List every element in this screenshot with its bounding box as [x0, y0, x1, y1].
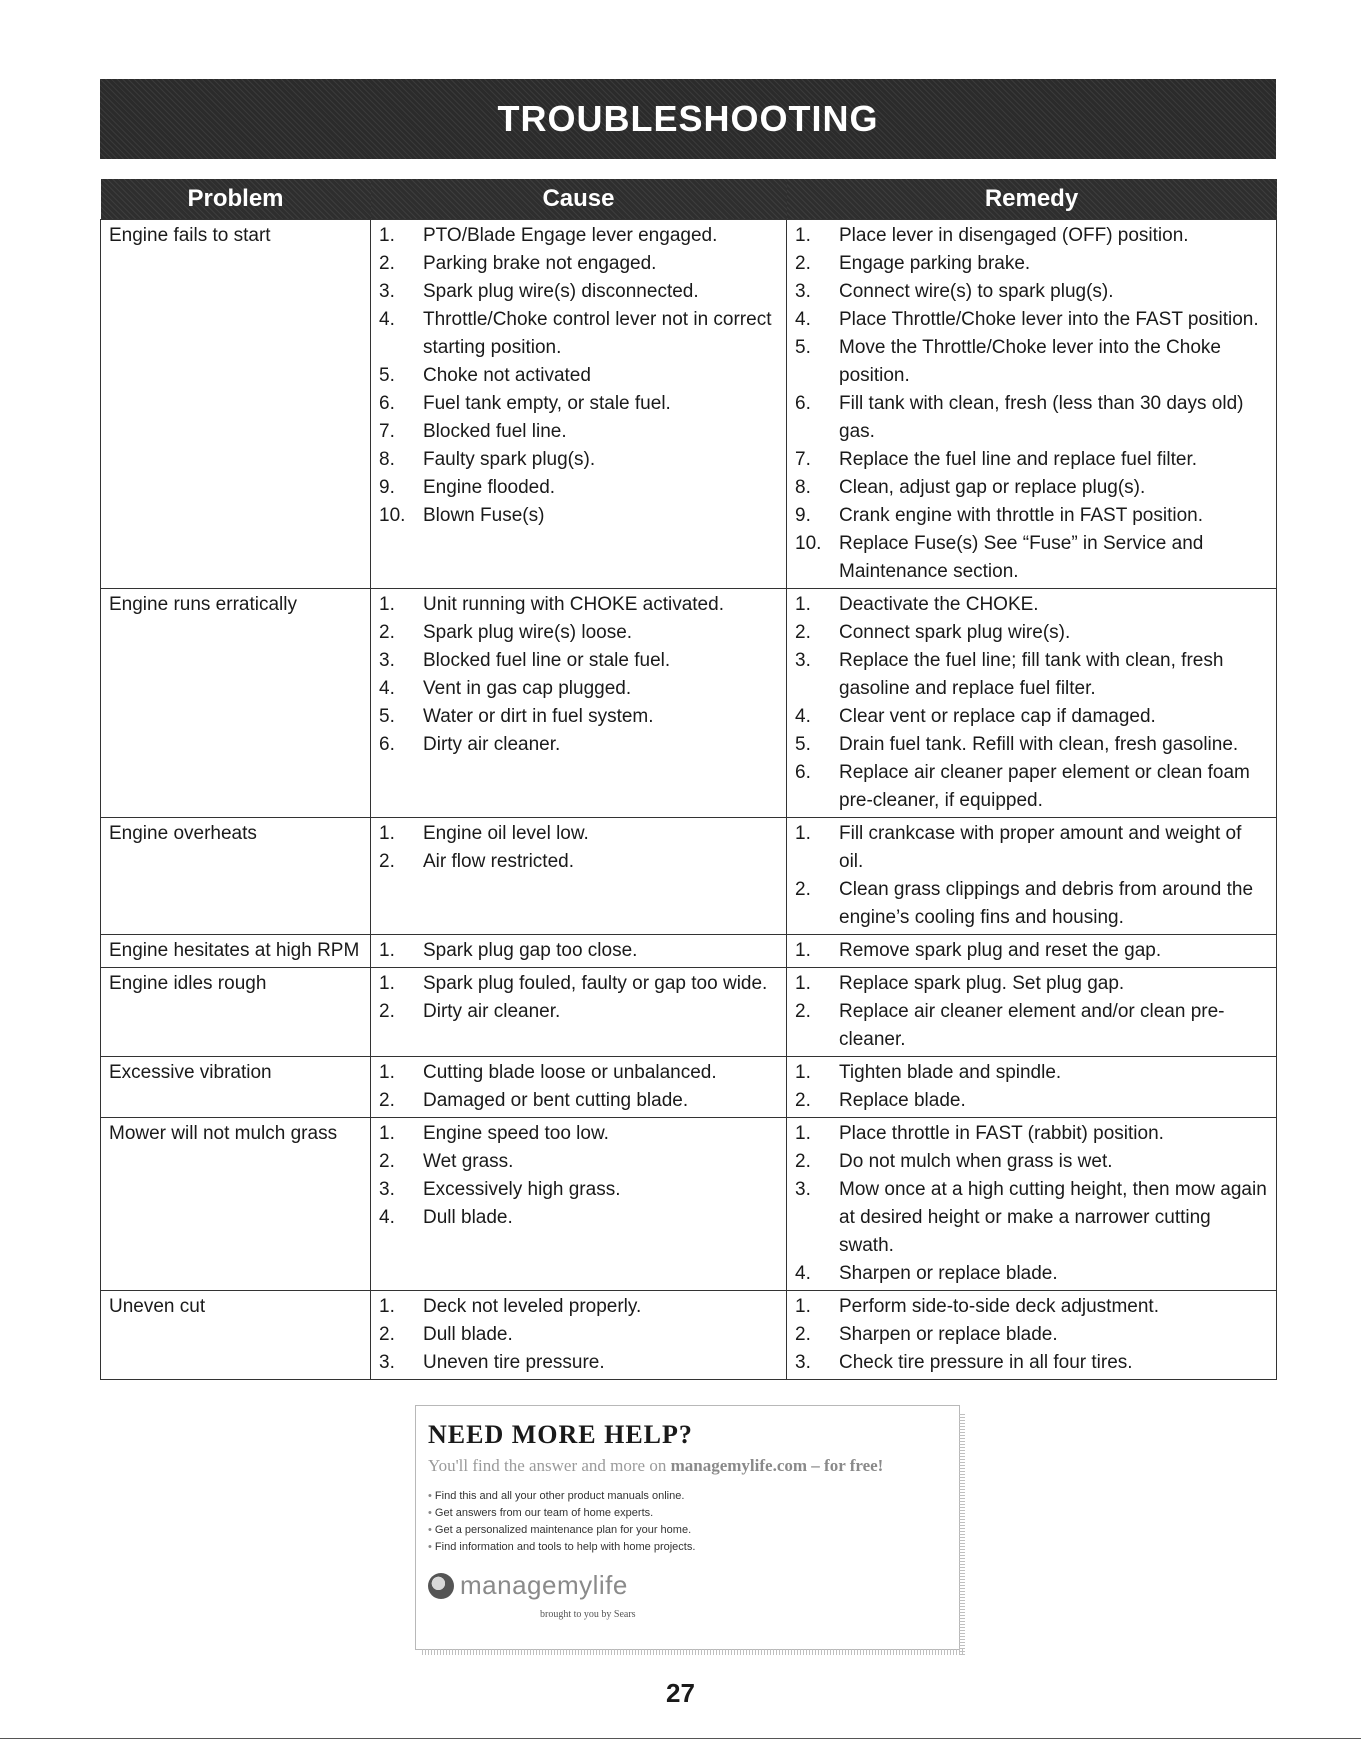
item-text: Spark plug wire(s) loose. [423, 622, 633, 643]
need-more-help-box [415, 1405, 960, 1650]
item-number: 10. [795, 533, 822, 554]
table-row [101, 818, 1277, 935]
remedy-cell [787, 968, 1277, 1057]
item-number: 1. [379, 973, 395, 994]
title-banner [100, 79, 1276, 159]
item-number: 5. [795, 734, 811, 755]
item-number: 5. [379, 706, 395, 727]
item-text: Choke not activated [423, 365, 591, 386]
item-text: Place throttle in FAST (rabbit) position. [839, 1123, 1164, 1144]
remedy-list [795, 970, 1268, 1054]
remedy-item [795, 591, 1268, 619]
item-number: 2. [379, 1324, 395, 1345]
item-text: Throttle/Choke control lever not in correct starting position. [423, 309, 772, 358]
remedy-item [795, 970, 1268, 998]
cause-item [379, 970, 778, 998]
remedy-cell [787, 818, 1277, 935]
troubleshooting-table-container [100, 179, 1276, 1380]
item-text: Place Throttle/Choke lever into the FAST position. [839, 309, 1259, 330]
item-text: Engine oil level low. [423, 823, 589, 844]
item-number: 9. [379, 477, 395, 498]
item-number: 2. [379, 1090, 395, 1111]
item-number: 2. [795, 622, 811, 643]
item-number: 1. [795, 225, 811, 246]
problem-cell: Mower will not mulch grass [101, 1118, 371, 1291]
item-number: 2. [795, 1324, 811, 1345]
cause-item [379, 703, 778, 731]
cause-item [379, 1059, 778, 1087]
cause-list [379, 1120, 778, 1232]
cause-item [379, 278, 778, 306]
item-number: 2. [795, 1151, 811, 1172]
item-number: 1. [795, 940, 811, 961]
item-text: Engine speed too low. [423, 1123, 609, 1144]
item-number: 3. [795, 650, 811, 671]
cause-cell [371, 1118, 787, 1291]
remedy-cell [787, 589, 1277, 818]
cause-item [379, 1148, 778, 1176]
item-number: 2. [379, 1001, 395, 1022]
item-text: Fill crankcase with proper amount and weight of oil. [839, 823, 1242, 872]
item-number: 2. [795, 253, 811, 274]
remedy-list [795, 222, 1268, 586]
item-text: Check tire pressure in all four tires. [839, 1352, 1133, 1373]
remedy-item [795, 390, 1268, 446]
cause-item [379, 647, 778, 675]
item-text: Spark plug fouled, faulty or gap too wide. [423, 973, 768, 994]
table-row [101, 1118, 1277, 1291]
item-text: Water or dirt in fuel system. [423, 706, 654, 727]
item-number: 7. [379, 421, 395, 442]
item-number: 2. [795, 1090, 811, 1111]
table-row [101, 935, 1277, 968]
item-number: 2. [795, 1001, 811, 1022]
item-text: Faulty spark plug(s). [423, 449, 596, 470]
item-text: Excessively high grass. [423, 1179, 621, 1200]
item-text: Spark plug wire(s) disconnected. [423, 281, 699, 302]
remedy-cell [787, 1118, 1277, 1291]
problem-cell: Uneven cut [101, 1291, 371, 1380]
cause-cell [371, 220, 787, 589]
item-text: Place lever in disengaged (OFF) position. [839, 225, 1189, 246]
cause-item [379, 222, 778, 250]
item-text: Replace air cleaner element and/or clean pre-cleaner. [839, 1001, 1225, 1050]
item-text: Cutting blade loose or unbalanced. [423, 1062, 717, 1083]
item-text: Spark plug gap too close. [423, 940, 638, 961]
item-number: 3. [379, 1179, 395, 1200]
item-text: Dirty air cleaner. [423, 1001, 561, 1022]
item-number: 1. [379, 225, 395, 246]
item-number: 1. [795, 973, 811, 994]
cause-item [379, 998, 778, 1026]
item-number: 1. [379, 1123, 395, 1144]
box-shadow-right [959, 1412, 965, 1655]
remedy-item [795, 937, 1268, 965]
remedy-list [795, 937, 1268, 965]
help-bullet: • Find information and tools to help with home projects. [428, 1539, 959, 1556]
item-number: 1. [795, 823, 811, 844]
table-row [101, 968, 1277, 1057]
cause-item [379, 1321, 778, 1349]
item-number: 2. [379, 851, 395, 872]
problem-cell: Engine fails to start [101, 220, 371, 589]
remedy-item [795, 731, 1268, 759]
cause-item [379, 474, 778, 502]
cause-list [379, 222, 778, 530]
item-text: Blocked fuel line or stale fuel. [423, 650, 671, 671]
item-number: 8. [795, 477, 811, 498]
item-number: 1. [795, 1123, 811, 1144]
table-row [101, 1291, 1277, 1380]
item-number: 3. [795, 1179, 811, 1200]
remedy-item [795, 1260, 1268, 1288]
item-number: 4. [795, 706, 811, 727]
item-number: 4. [795, 309, 811, 330]
cause-list [379, 970, 778, 1026]
item-number: 3. [795, 281, 811, 302]
item-text: Blown Fuse(s) [423, 505, 545, 526]
item-text: Clear vent or replace cap if damaged. [839, 706, 1156, 727]
help-subtitle-prefix: You'll find the answer and more on [428, 1456, 671, 1475]
remedy-item [795, 1293, 1268, 1321]
item-text: Fill tank with clean, fresh (less than 30 days old) gas. [839, 393, 1244, 442]
item-text: Replace spark plug. Set plug gap. [839, 973, 1125, 994]
help-bullet: • Get answers from our team of home experts. [428, 1505, 959, 1522]
remedy-item [795, 759, 1268, 815]
cause-cell [371, 935, 787, 968]
cause-item [379, 1204, 778, 1232]
table-body [101, 220, 1277, 1380]
item-number: 6. [379, 393, 395, 414]
brought-by-text: brought to you by Sears [540, 1609, 636, 1620]
cause-item [379, 619, 778, 647]
item-text: Replace the fuel line and replace fuel filter. [839, 449, 1198, 470]
item-number: 2. [379, 253, 395, 274]
remedy-list [795, 820, 1268, 932]
remedy-item [795, 647, 1268, 703]
remedy-item [795, 1176, 1268, 1260]
cause-item [379, 848, 778, 876]
remedy-item [795, 1349, 1268, 1377]
managemylife-logo [428, 1570, 959, 1601]
item-number: 1. [795, 1296, 811, 1317]
remedy-item [795, 1087, 1268, 1115]
cause-item [379, 306, 778, 362]
remedy-item [795, 446, 1268, 474]
item-text: Sharpen or replace blade. [839, 1263, 1058, 1284]
item-text: Do not mulch when grass is wet. [839, 1151, 1113, 1172]
remedy-list [795, 1059, 1268, 1115]
header-problem: Problem [101, 179, 371, 220]
cause-item [379, 418, 778, 446]
item-text: Clean grass clippings and debris from around the engine’s cooling fins and housing. [839, 879, 1254, 928]
item-text: Deck not leveled properly. [423, 1296, 642, 1317]
item-number: 7. [795, 449, 811, 470]
managemylife-logo-icon [428, 1573, 454, 1599]
item-text: Replace Fuse(s) See “Fuse” in Service and Maintenance section. [839, 533, 1204, 582]
remedy-item [795, 820, 1268, 876]
remedy-cell [787, 220, 1277, 589]
item-number: 4. [379, 678, 395, 699]
item-number: 3. [795, 1352, 811, 1373]
logo-text: managemylife [460, 1570, 628, 1600]
remedy-item [795, 998, 1268, 1054]
item-number: 4. [379, 1207, 395, 1228]
item-number: 5. [795, 337, 811, 358]
item-text: Move the Throttle/Choke lever into the Choke position. [839, 337, 1221, 386]
item-text: PTO/Blade Engage lever engaged. [423, 225, 718, 246]
item-number: 4. [795, 1263, 811, 1284]
remedy-list [795, 1293, 1268, 1377]
cause-item [379, 937, 778, 965]
bottom-rule [0, 1738, 1361, 1739]
cause-item [379, 1120, 778, 1148]
problem-cell: Excessive vibration [101, 1057, 371, 1118]
remedy-item [795, 278, 1268, 306]
item-number: 8. [379, 449, 395, 470]
item-number: 1. [379, 1062, 395, 1083]
item-text: Mow once at a high cutting height, then mow again at desired height or make a narrower cutting swath. [839, 1179, 1267, 1256]
item-number: 1. [795, 594, 811, 615]
cause-list [379, 591, 778, 759]
remedy-item [795, 703, 1268, 731]
cause-item [379, 390, 778, 418]
remedy-list [795, 591, 1268, 815]
table-row [101, 1057, 1277, 1118]
item-text: Parking brake not engaged. [423, 253, 657, 274]
help-bullet-list [428, 1488, 959, 1556]
help-bullet: • Get a personalized maintenance plan for your home. [428, 1522, 959, 1539]
cause-list [379, 937, 778, 965]
remedy-item [795, 222, 1268, 250]
cause-item [379, 1349, 778, 1377]
item-text: Perform side-to-side deck adjustment. [839, 1296, 1159, 1317]
remedy-item [795, 250, 1268, 278]
help-bullet: • Find this and all your other product manuals online. [428, 1488, 959, 1505]
remedy-item [795, 1148, 1268, 1176]
item-text: Air flow restricted. [423, 851, 574, 872]
item-text: Damaged or bent cutting blade. [423, 1090, 689, 1111]
item-text: Dirty air cleaner. [423, 734, 561, 755]
cause-list [379, 820, 778, 876]
cause-cell [371, 818, 787, 935]
remedy-item [795, 619, 1268, 647]
item-text: Replace the fuel line; fill tank with clean, fresh gasoline and replace fuel filter. [839, 650, 1224, 699]
item-number: 1. [795, 1062, 811, 1083]
item-text: Remove spark plug and reset the gap. [839, 940, 1162, 961]
item-number: 2. [379, 622, 395, 643]
problem-cell: Engine runs erratically [101, 589, 371, 818]
item-text: Drain fuel tank. Refill with clean, fresh gasoline. [839, 734, 1239, 755]
troubleshooting-table [100, 179, 1277, 1380]
cause-item [379, 591, 778, 619]
page-title: TROUBLESHOOTING [497, 98, 879, 139]
problem-cell: Engine idles rough [101, 968, 371, 1057]
problem-cell: Engine hesitates at high RPM [101, 935, 371, 968]
item-number: 2. [379, 1151, 395, 1172]
item-number: 3. [379, 650, 395, 671]
item-number: 9. [795, 505, 811, 526]
cause-item [379, 446, 778, 474]
item-number: 1. [379, 823, 395, 844]
item-number: 5. [379, 365, 395, 386]
table-row [101, 589, 1277, 818]
item-text: Fuel tank empty, or stale fuel. [423, 393, 671, 414]
item-text: Deactivate the CHOKE. [839, 594, 1039, 615]
table-row [101, 220, 1277, 589]
item-number: 1. [379, 1296, 395, 1317]
item-number: 2. [795, 879, 811, 900]
cause-list [379, 1293, 778, 1377]
item-text: Replace blade. [839, 1090, 966, 1111]
item-number: 1. [379, 940, 395, 961]
item-number: 6. [795, 393, 811, 414]
cause-item [379, 1176, 778, 1204]
remedy-item [795, 1120, 1268, 1148]
item-number: 4. [379, 309, 395, 330]
cause-item [379, 502, 778, 530]
cause-item [379, 362, 778, 390]
cause-list [379, 1059, 778, 1115]
remedy-item [795, 1321, 1268, 1349]
problem-cell: Engine overheats [101, 818, 371, 935]
box-shadow-bottom [422, 1649, 965, 1655]
item-text: Wet grass. [423, 1151, 514, 1172]
item-number: 6. [795, 762, 811, 783]
item-number: 6. [379, 734, 395, 755]
remedy-item [795, 502, 1268, 530]
item-number: 3. [379, 281, 395, 302]
item-text: Vent in gas cap plugged. [423, 678, 632, 699]
cause-cell [371, 968, 787, 1057]
item-text: Connect spark plug wire(s). [839, 622, 1071, 643]
cause-item [379, 820, 778, 848]
item-text: Clean, adjust gap or replace plug(s). [839, 477, 1146, 498]
cause-cell [371, 1291, 787, 1380]
header-cause: Cause [371, 179, 787, 220]
remedy-item [795, 530, 1268, 586]
remedy-item [795, 334, 1268, 390]
remedy-item [795, 474, 1268, 502]
item-number: 10. [379, 505, 406, 526]
cause-item [379, 731, 778, 759]
item-text: Engage parking brake. [839, 253, 1031, 274]
item-text: Dull blade. [423, 1207, 513, 1228]
remedy-item [795, 306, 1268, 334]
remedy-cell [787, 1057, 1277, 1118]
item-text: Uneven tire pressure. [423, 1352, 605, 1373]
item-text: Crank engine with throttle in FAST position. [839, 505, 1204, 526]
help-title: NEED MORE HELP? [428, 1420, 693, 1449]
item-text: Dull blade. [423, 1324, 513, 1345]
help-site-link[interactable]: managemylife.com – for free! [670, 1456, 884, 1475]
item-text: Blocked fuel line. [423, 421, 567, 442]
cause-item [379, 675, 778, 703]
item-text: Connect wire(s) to spark plug(s). [839, 281, 1114, 302]
item-number: 1. [379, 594, 395, 615]
cause-item [379, 250, 778, 278]
cause-cell [371, 589, 787, 818]
remedy-item [795, 876, 1268, 932]
item-text: Tighten blade and spindle. [839, 1062, 1062, 1083]
item-text: Engine flooded. [423, 477, 556, 498]
remedy-list [795, 1120, 1268, 1288]
item-text: Unit running with CHOKE activated. [423, 594, 724, 615]
page-number: 27 [666, 1678, 695, 1708]
cause-item [379, 1293, 778, 1321]
remedy-item [795, 1059, 1268, 1087]
item-text: Sharpen or replace blade. [839, 1324, 1058, 1345]
header-remedy: Remedy [787, 179, 1277, 220]
table-header-row [101, 179, 1277, 220]
item-text: Replace air cleaner paper element or clean foam pre-cleaner, if equipped. [839, 762, 1250, 811]
item-number: 3. [379, 1352, 395, 1373]
cause-cell [371, 1057, 787, 1118]
cause-item [379, 1087, 778, 1115]
remedy-cell [787, 935, 1277, 968]
remedy-cell [787, 1291, 1277, 1380]
help-subtitle [428, 1456, 959, 1476]
